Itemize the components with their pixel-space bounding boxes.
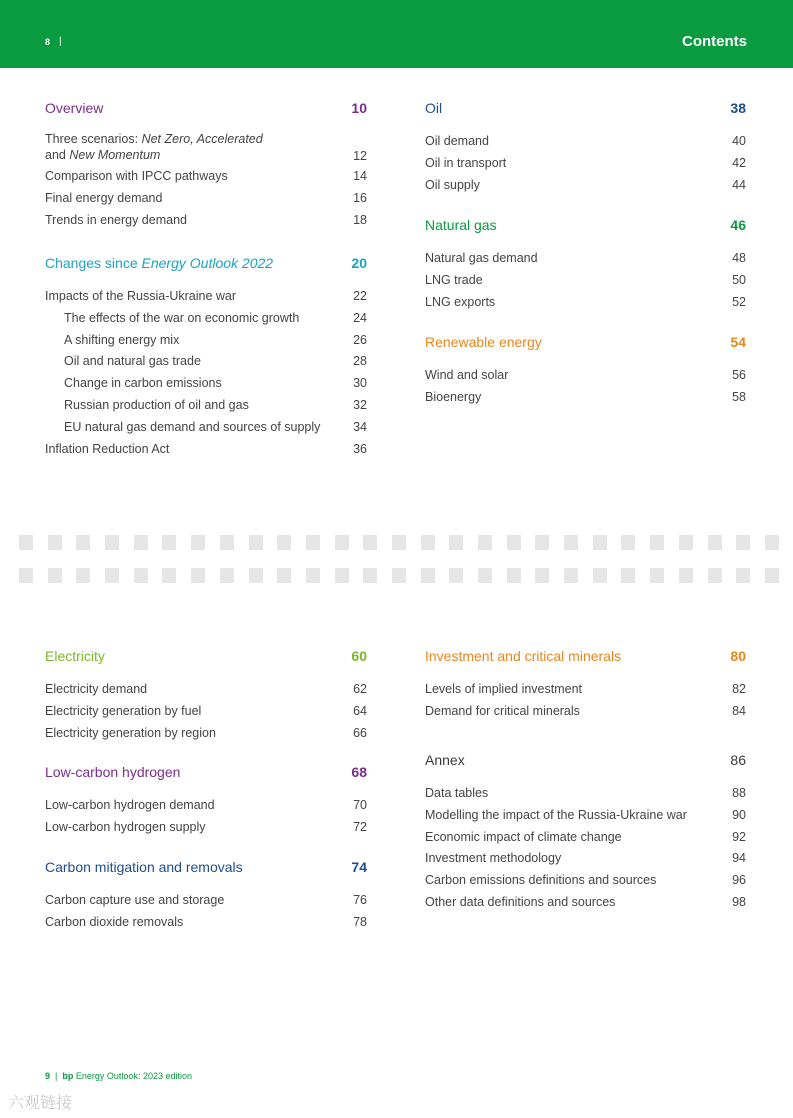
toc-item[interactable]: Carbon capture use and storage 76 — [45, 893, 367, 907]
section-heading[interactable] — [425, 334, 746, 354]
toc-item[interactable]: Bioenergy 58 — [425, 389, 746, 404]
toc-item[interactable]: Other data definitions and sources 98 — [425, 894, 746, 909]
toc-item[interactable]: Oil supply 44 — [425, 177, 746, 192]
section-title: Oil — [425, 100, 443, 116]
footer-page-number: 9 — [45, 1071, 51, 1081]
section-title: Carbon mitigation and removals — [45, 859, 243, 875]
section-heading[interactable] — [425, 217, 746, 237]
section-carbon-mitigation — [45, 859, 367, 934]
toc-item[interactable]: Electricity generation by fuel 64 — [45, 703, 367, 718]
section-hydrogen — [45, 764, 367, 839]
toc-item[interactable]: Oil demand 40 — [425, 134, 746, 148]
section-page: 20 — [351, 255, 367, 271]
section-heading[interactable] — [425, 100, 746, 120]
header-page-number: 8 — [45, 37, 51, 47]
toc-item[interactable]: Impacts of the Russia-Ukraine war 22 — [45, 289, 367, 303]
toc-item[interactable]: Inflation Reduction Act 36 — [45, 441, 367, 456]
toc-item[interactable]: Carbon emissions definitions and sources 96 — [425, 873, 746, 888]
section-page: 68 — [351, 764, 367, 780]
toc-item[interactable]: LNG exports 52 — [425, 294, 746, 309]
toc-item[interactable]: Wind and solar 56 — [425, 368, 746, 382]
section-title: Natural gas — [425, 217, 497, 233]
section-page: 60 — [351, 648, 367, 664]
toc-subitem[interactable]: The effects of the war on economic growth 24 — [64, 310, 367, 325]
section-title: Annex — [425, 752, 465, 768]
footer-publication: Energy Outlook: 2023 edition — [75, 1071, 192, 1081]
toc-subitem[interactable]: Oil and natural gas trade 28 — [64, 354, 367, 369]
section-title: Low-carbon hydrogen — [45, 764, 181, 780]
section-heading[interactable] — [45, 255, 367, 275]
section-annex — [425, 752, 746, 914]
section-page: 38 — [730, 100, 746, 116]
toc-item[interactable]: Final energy demand 16 — [45, 190, 367, 205]
toc-item[interactable]: Electricity generation by region 66 — [45, 725, 367, 740]
section-overview — [45, 100, 367, 231]
header-separator: | — [59, 36, 62, 47]
section-investment — [425, 648, 746, 723]
toc-item[interactable]: Natural gas demand 48 — [425, 251, 746, 265]
toc-item[interactable]: Modelling the impact of the Russia-Ukraine war 90 — [425, 807, 746, 822]
toc-item[interactable]: Levels of implied investment 82 — [425, 682, 746, 696]
section-page: 10 — [351, 100, 367, 116]
watermark: 六观链接 — [8, 1095, 73, 1112]
toc-item[interactable]: Demand for critical minerals 84 — [425, 703, 746, 718]
page-divider-top — [19, 535, 779, 550]
toc-item[interactable]: Carbon dioxide removals 78 — [45, 914, 367, 929]
section-electricity — [45, 648, 367, 744]
toc-subitem[interactable]: EU natural gas demand and sources of supply 34 — [64, 419, 367, 434]
section-title: Electricity — [45, 648, 105, 664]
footer-separator: | — [55, 1071, 58, 1081]
section-heading[interactable] — [45, 859, 367, 879]
toc-item[interactable]: Low-carbon hydrogen supply 72 — [45, 819, 367, 834]
section-heading[interactable] — [45, 764, 367, 784]
section-page: 54 — [730, 334, 746, 350]
toc-item[interactable]: Three scenarios: Net Zero, Accelerated and New Momentum 12 — [45, 132, 367, 163]
section-title: Changes since Energy Outlook 2022 — [45, 255, 274, 271]
section-page: 46 — [730, 217, 746, 233]
toc-item[interactable]: Economic impact of climate change 92 — [425, 829, 746, 844]
toc-item[interactable]: Investment methodology 94 — [425, 851, 746, 866]
section-oil — [425, 100, 746, 196]
toc-item[interactable]: Data tables 88 — [425, 786, 746, 800]
section-heading[interactable] — [45, 100, 367, 120]
page-divider-bottom — [19, 568, 779, 583]
toc-page: 12 — [353, 149, 367, 163]
section-heading[interactable] — [425, 752, 746, 772]
toc-item[interactable]: LNG trade 50 — [425, 272, 746, 287]
section-page: 86 — [730, 752, 746, 768]
section-changes — [45, 255, 367, 460]
toc-subitem[interactable]: Russian production of oil and gas 32 — [64, 397, 367, 412]
bp-logo-text: bp — [62, 1071, 74, 1081]
section-title: Renewable energy — [425, 334, 542, 350]
toc-item[interactable]: Trends in energy demand 18 — [45, 212, 367, 227]
page-title: Contents — [682, 33, 747, 50]
toc-subitem[interactable]: A shifting energy mix 26 — [64, 332, 367, 347]
toc-item[interactable]: Electricity demand 62 — [45, 682, 367, 696]
section-heading[interactable] — [45, 648, 367, 668]
section-renewable-energy — [425, 334, 746, 409]
section-page: 80 — [730, 648, 746, 664]
section-title: Investment and critical minerals — [425, 648, 622, 664]
header-bar — [0, 0, 793, 68]
toc-item[interactable]: Low-carbon hydrogen demand 70 — [45, 798, 367, 812]
footer — [45, 1071, 192, 1081]
section-title: Overview — [45, 100, 104, 116]
toc-subitem[interactable]: Change in carbon emissions 30 — [64, 376, 367, 391]
section-heading[interactable] — [425, 648, 746, 668]
section-page: 74 — [351, 859, 367, 875]
section-natural-gas — [425, 217, 746, 313]
toc-item[interactable]: Comparison with IPCC pathways 14 — [45, 169, 367, 183]
toc-item[interactable]: Oil in transport 42 — [425, 155, 746, 170]
